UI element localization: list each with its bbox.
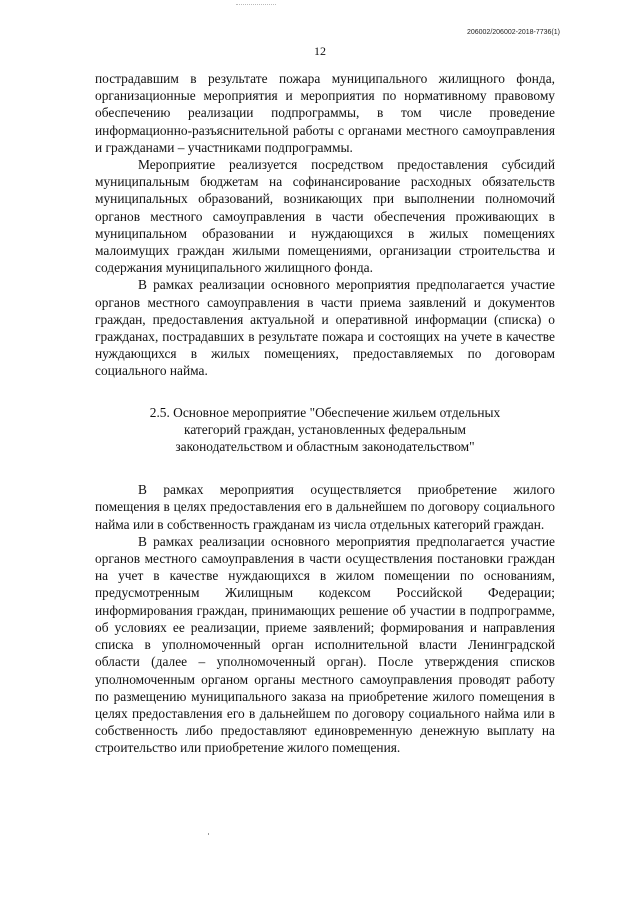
section-heading-line: 2.5. Основное мероприятие "Обеспечение жильем отдельных: [149, 404, 501, 420]
document-id: 206002/206002-2018-7736(1): [466, 29, 560, 36]
section-heading-line: законодательством и областным законодательством": [175, 439, 475, 455]
section-heading-line: категорий граждан, установленных федеральным: [184, 421, 466, 437]
paragraph-continuation: пострадавшим в результате пожара муниципального жилищного фонда, организационные мероприятия и мероприятия по нормативному правовому обеспечению реализации подпрограммы, в том числе проведение информационно-разъяснительной работы с органами местного самоуправления и гражданами – участниками подпрограммы.: [95, 71, 555, 155]
paragraph-implementation: В рамках реализации основного мероприятия предполагается участие органов местного самоуправления в части осуществления постановки граждан на учет в качестве нуждающихся в жилом помещении по основаниям, предусмотренным Жилищным кодексом Российской Федерации; информирования граждан, принимающих решение об участии в подпрограмме, об условиях ее реализации, приеме заявлений; формирования и направления списка в уполномоченный орган исполнительной власти Ленинградской области (далее – уполномоченный орган). После утверждения списков уполномоченным органом органы местного самоуправления проводят работу по размещению муниципального заказа на приобретение жилого помещения в целях предоставления его в дальнейшем по договору социального найма или в собственность либо предоставляют единовременную денежную выплату на строительство или приобретение жилого помещения.: [95, 533, 555, 756]
paragraph-subsidies: Мероприятие реализуется посредством предоставления субсидий муниципальным бюджетам на софинансирование расходных обязательств муниципальных образований, возникающих при выполнении полномочий органов местного самоуправления в части обеспечения проживающих в муниципальном образовании и нуждающихся в жилых помещениях малоимущих граждан жилыми помещениями, организации строительства и содержания муниципального жилищного фонда.: [95, 157, 555, 276]
page-number: 12: [314, 44, 326, 58]
scan-artifact: [236, 4, 276, 6]
scan-dot: [208, 833, 209, 835]
document-body: [95, 70, 555, 757]
paragraph-local-participation: В рамках реализации основного мероприятия предполагается участие органов местного самоуправления в части приема заявлений и документов граждан, предоставления актуальной и оперативной информации (списка) о гражданах, пострадавших в результате пожара и состоящих на учете в качестве нуждающихся в жилых помещениях, предоставляемых по договорам социального найма.: [95, 277, 555, 379]
paragraph-acquisition: В рамках мероприятия осуществляется приобретение жилого помещения в целях предоставления его в дальнейшем по договору социального найма или в собственность гражданам из числа отдельных категорий граждан.: [95, 482, 555, 532]
section-heading: [95, 404, 555, 456]
